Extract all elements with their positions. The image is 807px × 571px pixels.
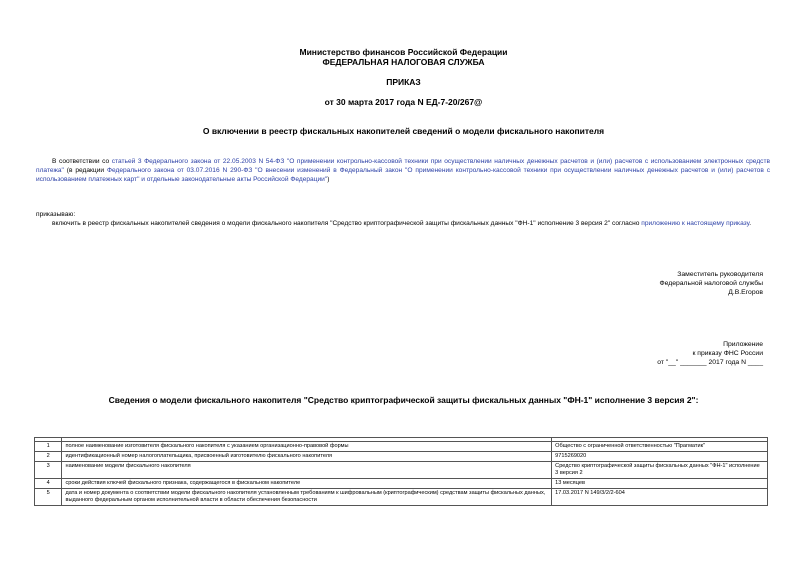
row-name: наименование модели фискального накопителя (62, 462, 552, 479)
row-number: 5 (35, 489, 62, 506)
row-name: полное наименование изготовителя фискального накопителя с указанием организационно-правовой формы (62, 442, 552, 452)
service-heading: ФЕДЕРАЛЬНАЯ НАЛОГОВАЯ СЛУЖБА (322, 57, 485, 67)
row-value: 17.03.2017 N 149/3/2/2-604 (552, 489, 768, 506)
doc-type-heading: ПРИКАЗ (386, 77, 421, 87)
table-row (35, 462, 768, 479)
preamble-paragraph (36, 157, 770, 184)
row-value: 9715269020 (552, 452, 768, 462)
order-end: . (749, 220, 752, 227)
preamble-prefix: В соответствии со (52, 158, 112, 165)
row-value: Средство криптографической защиты фискальных данных "ФН-1" исполнение 3 версия 2 (552, 462, 768, 479)
appendix-link[interactable]: приложению к настоящему приказу (641, 220, 750, 227)
order-text: включить в реестр фискальных накопителей сведения о модели фискального накопителя "Средство криптографической защиты фискальных данных "ФН-1" исполнение 3 версия 2" согласно (52, 220, 642, 227)
row-number: 4 (35, 479, 62, 489)
ministry-heading: Министерство финансов Российской Федерации (299, 47, 508, 57)
appendix-reference: к приказу ФНС России (692, 350, 763, 357)
row-name: дата и номер документа о соответствии модели фискального накопителя установленным требованиям к шифровальным (криптографическим) средствам защиты фискальных данных, выданного федеральным органом исполнительной власти в области обеспечения безопасности (62, 489, 552, 506)
appendix-block (657, 340, 763, 367)
signature-name: Д.В.Егоров (728, 289, 763, 296)
table-title: Сведения о модели фискального накопителя "Средство криптографической защиты фискальных данных "ФН-1" исполнение 3 версия 2": (108, 395, 699, 405)
signature-block (659, 270, 763, 297)
row-value: Общество с ограниченной ответственностью "Прагматик" (552, 442, 768, 452)
table-row (35, 442, 768, 452)
model-info-table (34, 437, 768, 506)
row-number: 3 (35, 462, 62, 479)
row-value: 13 месяцев (552, 479, 768, 489)
table-row (35, 452, 768, 462)
table-row (35, 489, 768, 506)
row-number: 2 (35, 452, 62, 462)
order-date-number: от 30 марта 2017 года N ЕД-7-20/267@ (324, 97, 483, 107)
row-number: 1 (35, 442, 62, 452)
preamble-suffix: ) (327, 176, 330, 183)
order-label: приказываю: (36, 211, 76, 218)
signature-organization: Федеральной налоговой службы (659, 280, 763, 287)
law-290fz-link[interactable]: Федерального закона от 03.07.2016 N 290-ФЗ "О внесении изменений в Федеральный закон "О применении контрольно-кассовой техники при осуществлении наличных денежных расчетов и (или) расчетов с использованием платежных карт" и отдельные законодательные акты Российской Федерации" (36, 167, 770, 183)
preamble-middle: (в редакции (63, 167, 107, 174)
document-title: О включении в реестр фискальных накопителей сведений о модели фискального накопителя (202, 126, 605, 136)
table-row (35, 479, 768, 489)
order-paragraph (36, 219, 770, 228)
appendix-date-number: от "__" _______ 2017 года N ____ (657, 359, 763, 366)
row-name: сроки действия ключей фискального признака, содержащегося в фискальном накопителе (62, 479, 552, 489)
appendix-label: Приложение (723, 341, 763, 348)
law-54fz-link[interactable]: статьей 3 Федерального закона от 22.05.2003 N 54-ФЗ "О применении контрольно-кассовой техники при осуществлении наличных денежных расчетов и (или) расчетов с использованием электронных средств платежа" (36, 158, 770, 174)
signature-position: Заместитель руководителя (677, 271, 763, 278)
row-name: идентификационный номер налогоплательщика, присвоенный изготовителю фискального накопителя (62, 452, 552, 462)
